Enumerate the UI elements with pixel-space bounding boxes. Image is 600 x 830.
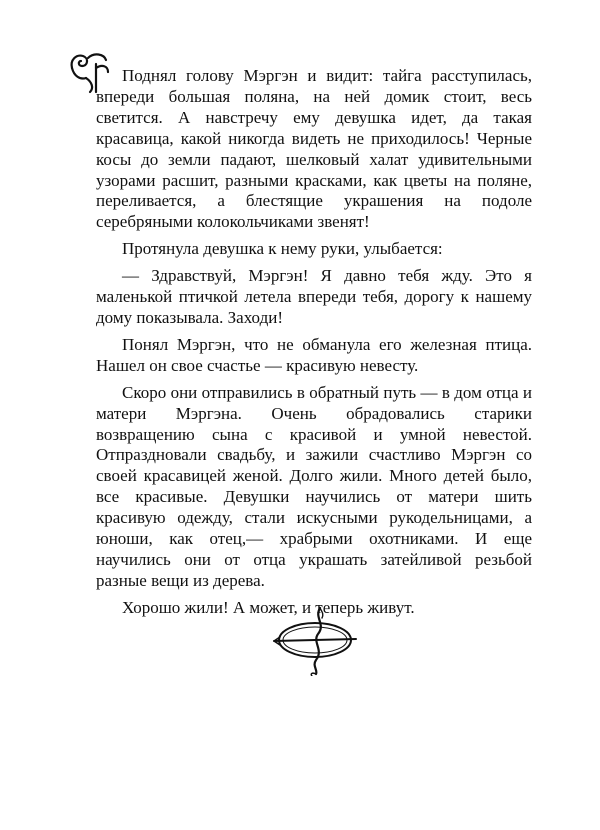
paragraph-3: — Здравствуй, Мэргэн! Я давно тебя жду. Это я маленькой птичкой летела впереди тебя, дорогу к нашему дому показывала. Заходи! [96, 266, 532, 327]
paragraph-5: Скоро они отправились в обратный путь — в дом отца и матери Мэргэна. Очень обрадовались старики возвращению сына с красивой и умной невестой. Отпраздновали свадьбу, и зажили счастливо Мэргэн со своей красавицей женой. Долго жили. Много детей было, все красивые. Девушки научились от матери шить красивую одежду, стали искусными рукодельницами, а юноши, как отец,— храбрыми охотниками. И еще научились они от отца украшать затейливой резьбой разные вещи из дерева. [96, 382, 532, 590]
arrow-ellipse-ornament-icon [270, 604, 360, 676]
paragraph-2: Протянула девушка к нему руки, улыбается: [122, 239, 443, 259]
paragraph-6: Хорошо жили! А может, и теперь живут. [122, 597, 415, 617]
story-text [96, 66, 532, 625]
paragraph-1: Поднял голову Мэргэн и видит: тайга расступилась, впереди большая поляна, на ней домик стоит, весь светится. А навстречу ему девушка идет, да такая красавица, какой никогда видеть не приходилось! Черные косы до земли падают, шелковый халат удивительными узорами расшит, разными красками, как цветы на поляне, переливается, а блестящие украшения на подоле серебряными колокольчиками звенят! [96, 66, 532, 232]
paragraph-4: Понял Мэргэн, что не обманула его железная птица. Нашел он свое счастье — красивую невесту. [96, 334, 532, 375]
